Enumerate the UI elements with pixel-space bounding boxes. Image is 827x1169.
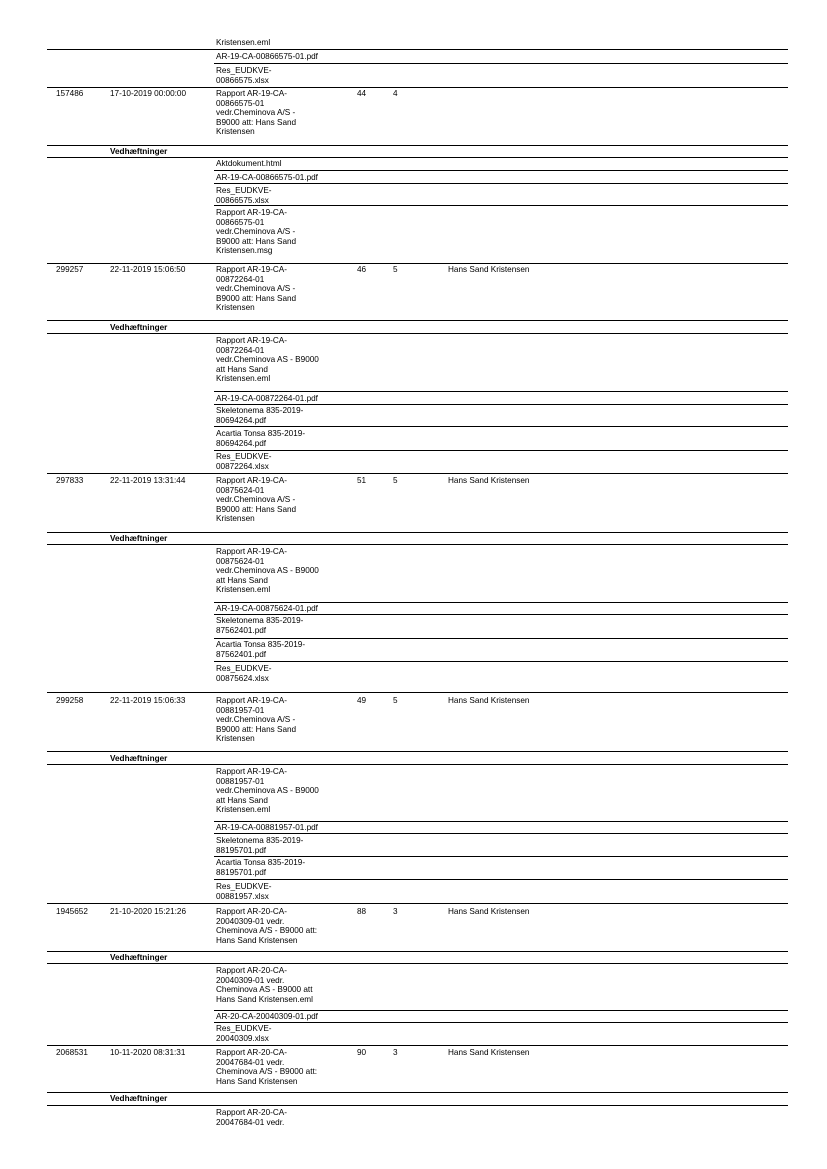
attachment-filename: Rapport AR-20-CA- 20047684-01 vedr. <box>216 1108 287 1127</box>
record-recipient: Hans Sand Kristensen <box>448 265 530 274</box>
attachment-filename: AR-19-CA-00875624-01.pdf <box>216 604 318 613</box>
row-divider <box>47 692 788 693</box>
attachment-filename: AR-19-CA-00866575-01.pdf <box>216 173 318 182</box>
attachment-filename: Skeletonema 835-2019- 88195701.pdf <box>216 836 304 855</box>
row-divider <box>214 856 788 857</box>
record-date: 10-11-2020 08:31:31 <box>110 1048 186 1057</box>
record-date: 22-11-2019 15:06:50 <box>110 265 186 274</box>
attachment-filename: AR-19-CA-00866575-01.pdf <box>216 52 318 61</box>
attachments-label: Vedhæftninger <box>110 323 168 332</box>
record-number: 46 <box>357 265 367 274</box>
row-divider <box>214 205 788 206</box>
attachment-filename: Skeletonema 835-2019- 87562401.pdf <box>216 616 304 635</box>
attachments-label: Vedhæftninger <box>110 953 168 962</box>
row-divider <box>214 426 788 427</box>
record-id: 1945652 <box>56 907 88 916</box>
row-divider <box>47 544 788 545</box>
record-date: 21-10-2020 15:21:26 <box>110 907 187 916</box>
record-document-title: Rapport AR-19-CA- 00875624-01 vedr.Cheminova A/S - B9000 att: Hans Sand Kristensen <box>216 476 297 524</box>
row-divider <box>214 821 788 822</box>
record-number: 49 <box>357 696 367 705</box>
row-divider <box>214 879 788 880</box>
record-document-title: Rapport AR-19-CA- 00872264-01 vedr.Cheminova A/S - B9000 att: Hans Sand Kristensen <box>216 265 297 313</box>
attachment-filename: Acartia Tonsa 835-2019- 88195701.pdf <box>216 858 306 877</box>
record-count: 3 <box>393 907 398 916</box>
row-divider <box>47 49 788 50</box>
row-divider <box>47 333 788 334</box>
attachment-filename: Res_EUDKVE- 00872264.xlsx <box>216 452 272 471</box>
record-document-title: Rapport AR-20-CA- 20040309-01 vedr. Cheminova A/S - B9000 att: Hans Sand Kristensen <box>216 907 318 945</box>
record-id: 157486 <box>56 89 84 98</box>
attachments-label: Vedhæftninger <box>110 754 168 763</box>
record-recipient: Hans Sand Kristensen <box>448 907 530 916</box>
attachment-filename: Res_EUDKVE- 00875624.xlsx <box>216 664 272 683</box>
row-divider <box>47 903 788 904</box>
record-id: 2068531 <box>56 1048 88 1057</box>
attachment-filename: Kristensen.eml <box>216 38 271 47</box>
row-divider <box>47 1092 788 1093</box>
row-divider <box>214 661 788 662</box>
row-divider <box>214 1022 788 1023</box>
attachment-filename: AR-20-CA-20040309-01.pdf <box>216 1012 318 1021</box>
record-id: 297833 <box>56 476 84 485</box>
attachment-filename: Rapport AR-19-CA- 00866575-01 vedr.Cheminova A/S - B9000 att: Hans Sand Kristensen.msg <box>216 208 297 256</box>
row-divider <box>47 1105 788 1106</box>
record-count: 5 <box>393 476 398 485</box>
row-divider <box>47 263 788 264</box>
row-divider <box>214 602 788 603</box>
row-divider <box>214 170 788 171</box>
record-id: 299258 <box>56 696 84 705</box>
record-document-title: Rapport AR-19-CA- 00866575-01 vedr.Cheminova A/S - B9000 att: Hans Sand Kristensen <box>216 89 297 137</box>
attachment-filename: Acartia Tonsa 835-2019- 80694264.pdf <box>216 429 306 448</box>
record-number: 88 <box>357 907 367 916</box>
row-divider <box>47 157 788 158</box>
attachment-filename: Rapport AR-19-CA- 00881957-01 vedr.Cheminova AS - B9000 att Hans Sand Kristensen.eml <box>216 767 319 815</box>
row-divider <box>214 63 788 64</box>
attachments-label: Vedhæftninger <box>110 1094 168 1103</box>
attachment-filename: Skeletonema 835-2019- 80694264.pdf <box>216 406 304 425</box>
row-divider <box>214 404 788 405</box>
row-divider <box>214 391 788 392</box>
record-number: 90 <box>357 1048 367 1057</box>
row-divider <box>214 614 788 615</box>
row-divider <box>47 320 788 321</box>
row-divider <box>47 963 788 964</box>
record-number: 44 <box>357 89 367 98</box>
record-recipient: Hans Sand Kristensen <box>448 1048 530 1057</box>
record-count: 4 <box>393 89 398 98</box>
record-date: 17-10-2019 00:00:00 <box>110 89 187 98</box>
attachment-filename: Rapport AR-19-CA- 00872264-01 vedr.Cheminova AS - B9000 att Hans Sand Kristensen.eml <box>216 336 319 384</box>
attachment-filename: Res_EUDKVE- 00866575.xlsx <box>216 186 272 205</box>
attachment-filename: Rapport AR-20-CA- 20040309-01 vedr. Cheminova AS - B9000 att Hans Sand Kristensen.eml <box>216 966 313 1004</box>
record-number: 51 <box>357 476 367 485</box>
row-divider <box>214 638 788 639</box>
row-divider <box>47 764 788 765</box>
record-count: 5 <box>393 696 398 705</box>
row-divider <box>214 183 788 184</box>
record-count: 5 <box>393 265 398 274</box>
attachment-filename: Res_EUDKVE- 00881957.xlsx <box>216 882 272 901</box>
record-date: 22-11-2019 15:06:33 <box>110 696 186 705</box>
row-divider <box>47 145 788 146</box>
attachment-filename: Res_EUDKVE- 00866575.xlsx <box>216 66 272 85</box>
row-divider <box>47 473 788 474</box>
row-divider <box>47 751 788 752</box>
record-document-title: Rapport AR-19-CA- 00881957-01 vedr.Cheminova A/S - B9000 att: Hans Sand Kristensen <box>216 696 297 744</box>
record-id: 299257 <box>56 265 84 274</box>
record-recipient: Hans Sand Kristensen <box>448 476 530 485</box>
record-count: 3 <box>393 1048 398 1057</box>
attachments-label: Vedhæftninger <box>110 147 168 156</box>
row-divider <box>47 532 788 533</box>
row-divider <box>214 450 788 451</box>
attachment-filename: Acartia Tonsa 835-2019- 87562401.pdf <box>216 640 306 659</box>
record-recipient: Hans Sand Kristensen <box>448 696 530 705</box>
attachment-filename: Aktdokument.html <box>216 159 282 168</box>
row-divider <box>47 87 788 88</box>
attachment-filename: AR-19-CA-00872264-01.pdf <box>216 394 318 403</box>
row-divider <box>214 1010 788 1011</box>
row-divider <box>47 1045 788 1046</box>
record-date: 22-11-2019 13:31:44 <box>110 476 186 485</box>
row-divider <box>47 951 788 952</box>
row-divider <box>214 833 788 834</box>
attachment-filename: Rapport AR-19-CA- 00875624-01 vedr.Cheminova AS - B9000 att Hans Sand Kristensen.eml <box>216 547 319 595</box>
attachments-label: Vedhæftninger <box>110 534 168 543</box>
attachment-filename: Res_EUDKVE- 20040309.xlsx <box>216 1024 272 1043</box>
attachment-filename: AR-19-CA-00881957-01.pdf <box>216 823 318 832</box>
record-document-title: Rapport AR-20-CA- 20047684-01 vedr. Cheminova A/S - B9000 att: Hans Sand Kristensen <box>216 1048 318 1086</box>
